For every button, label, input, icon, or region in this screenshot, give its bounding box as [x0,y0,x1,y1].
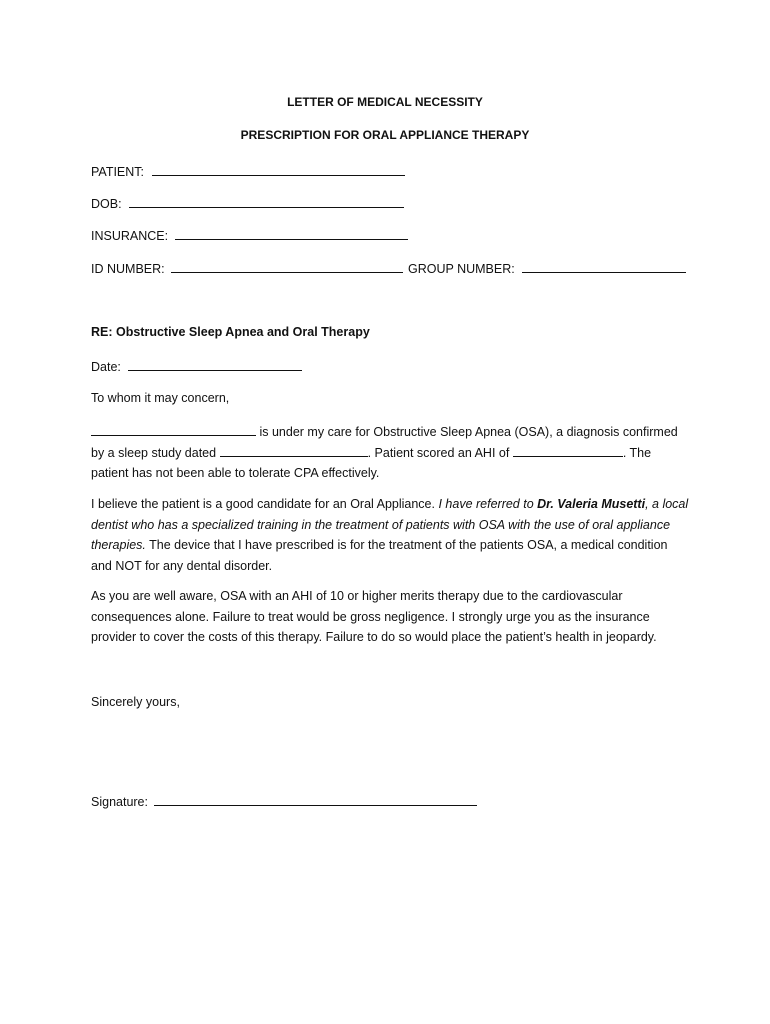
salutation: To whom it may concern, [91,391,230,405]
patient-field [91,163,405,179]
date-label: Date: [91,360,121,374]
date-field [91,358,302,374]
document-subtitle: PRESCRIPTION FOR ORAL APPLIANCE THERAPY [240,128,530,142]
id-number-field [91,260,403,276]
group-number-field [408,260,686,276]
signature-label: Signature: [91,795,148,809]
re-line: RE: Obstructive Sleep Apnea and Oral Therapy [91,325,370,339]
patient-blank[interactable] [152,163,405,176]
para2-italic1: I have referred to [438,497,534,511]
para2-italic2: , a local dentist who has a specialized training in the treatment of patients with OSA with the use of oral appliance therapies. [91,497,689,552]
doctor-name: Dr. Valeria Musetti [537,497,646,511]
group-number-blank[interactable] [522,260,686,273]
paragraph-care [91,422,691,484]
para1-part1: is under my care for Obstructive Sleep Apnea (OSA), a diagnosis confirmed [259,425,678,439]
paragraph-aware: As you are well aware, OSA with an AHI of 10 or higher merits therapy due to the cardiovascular consequences alone. Failure to treat would be gross negligence. I strongly urge you as the insurance provider to cover the costs of this therapy. Failure to do so would place the patient’s health in jeopardy. [91,589,657,644]
id-number-blank[interactable] [171,260,403,273]
insurance-field [91,227,408,243]
para1-part3: . Patient scored an AHI of [367,445,510,460]
para1-part5: patient has not been able to tolerate CPA effectively. [91,466,380,480]
para1-part2: by a sleep study dated [91,445,217,460]
date-blank[interactable] [128,358,302,371]
patient-name-blank[interactable] [91,423,256,436]
id-number-label: ID NUMBER: [91,262,165,276]
dob-blank[interactable] [129,195,404,208]
signature-field [91,793,477,809]
patient-label: PATIENT: [91,165,145,179]
sleep-study-date-blank[interactable] [220,444,368,457]
paragraph-referral [91,494,691,576]
insurance-blank[interactable] [175,227,408,240]
insurance-label: INSURANCE: [91,229,169,243]
ahi-blank[interactable] [513,444,623,457]
dob-label: DOB: [91,197,122,211]
document-title: LETTER OF MEDICAL NECESSITY [287,95,483,109]
para2-part2: The device that I have prescribed is for the treatment of the patients OSA, a medical condition and NOT for any dental disorder. [91,538,668,573]
closing: Sincerely yours, [91,695,180,709]
dob-field [91,195,404,211]
group-number-label: GROUP NUMBER: [408,262,515,276]
para2-part1: I believe the patient is a good candidate for an Oral Appliance. [91,497,435,511]
signature-blank[interactable] [154,793,477,806]
para1-part4: . The [622,445,652,460]
